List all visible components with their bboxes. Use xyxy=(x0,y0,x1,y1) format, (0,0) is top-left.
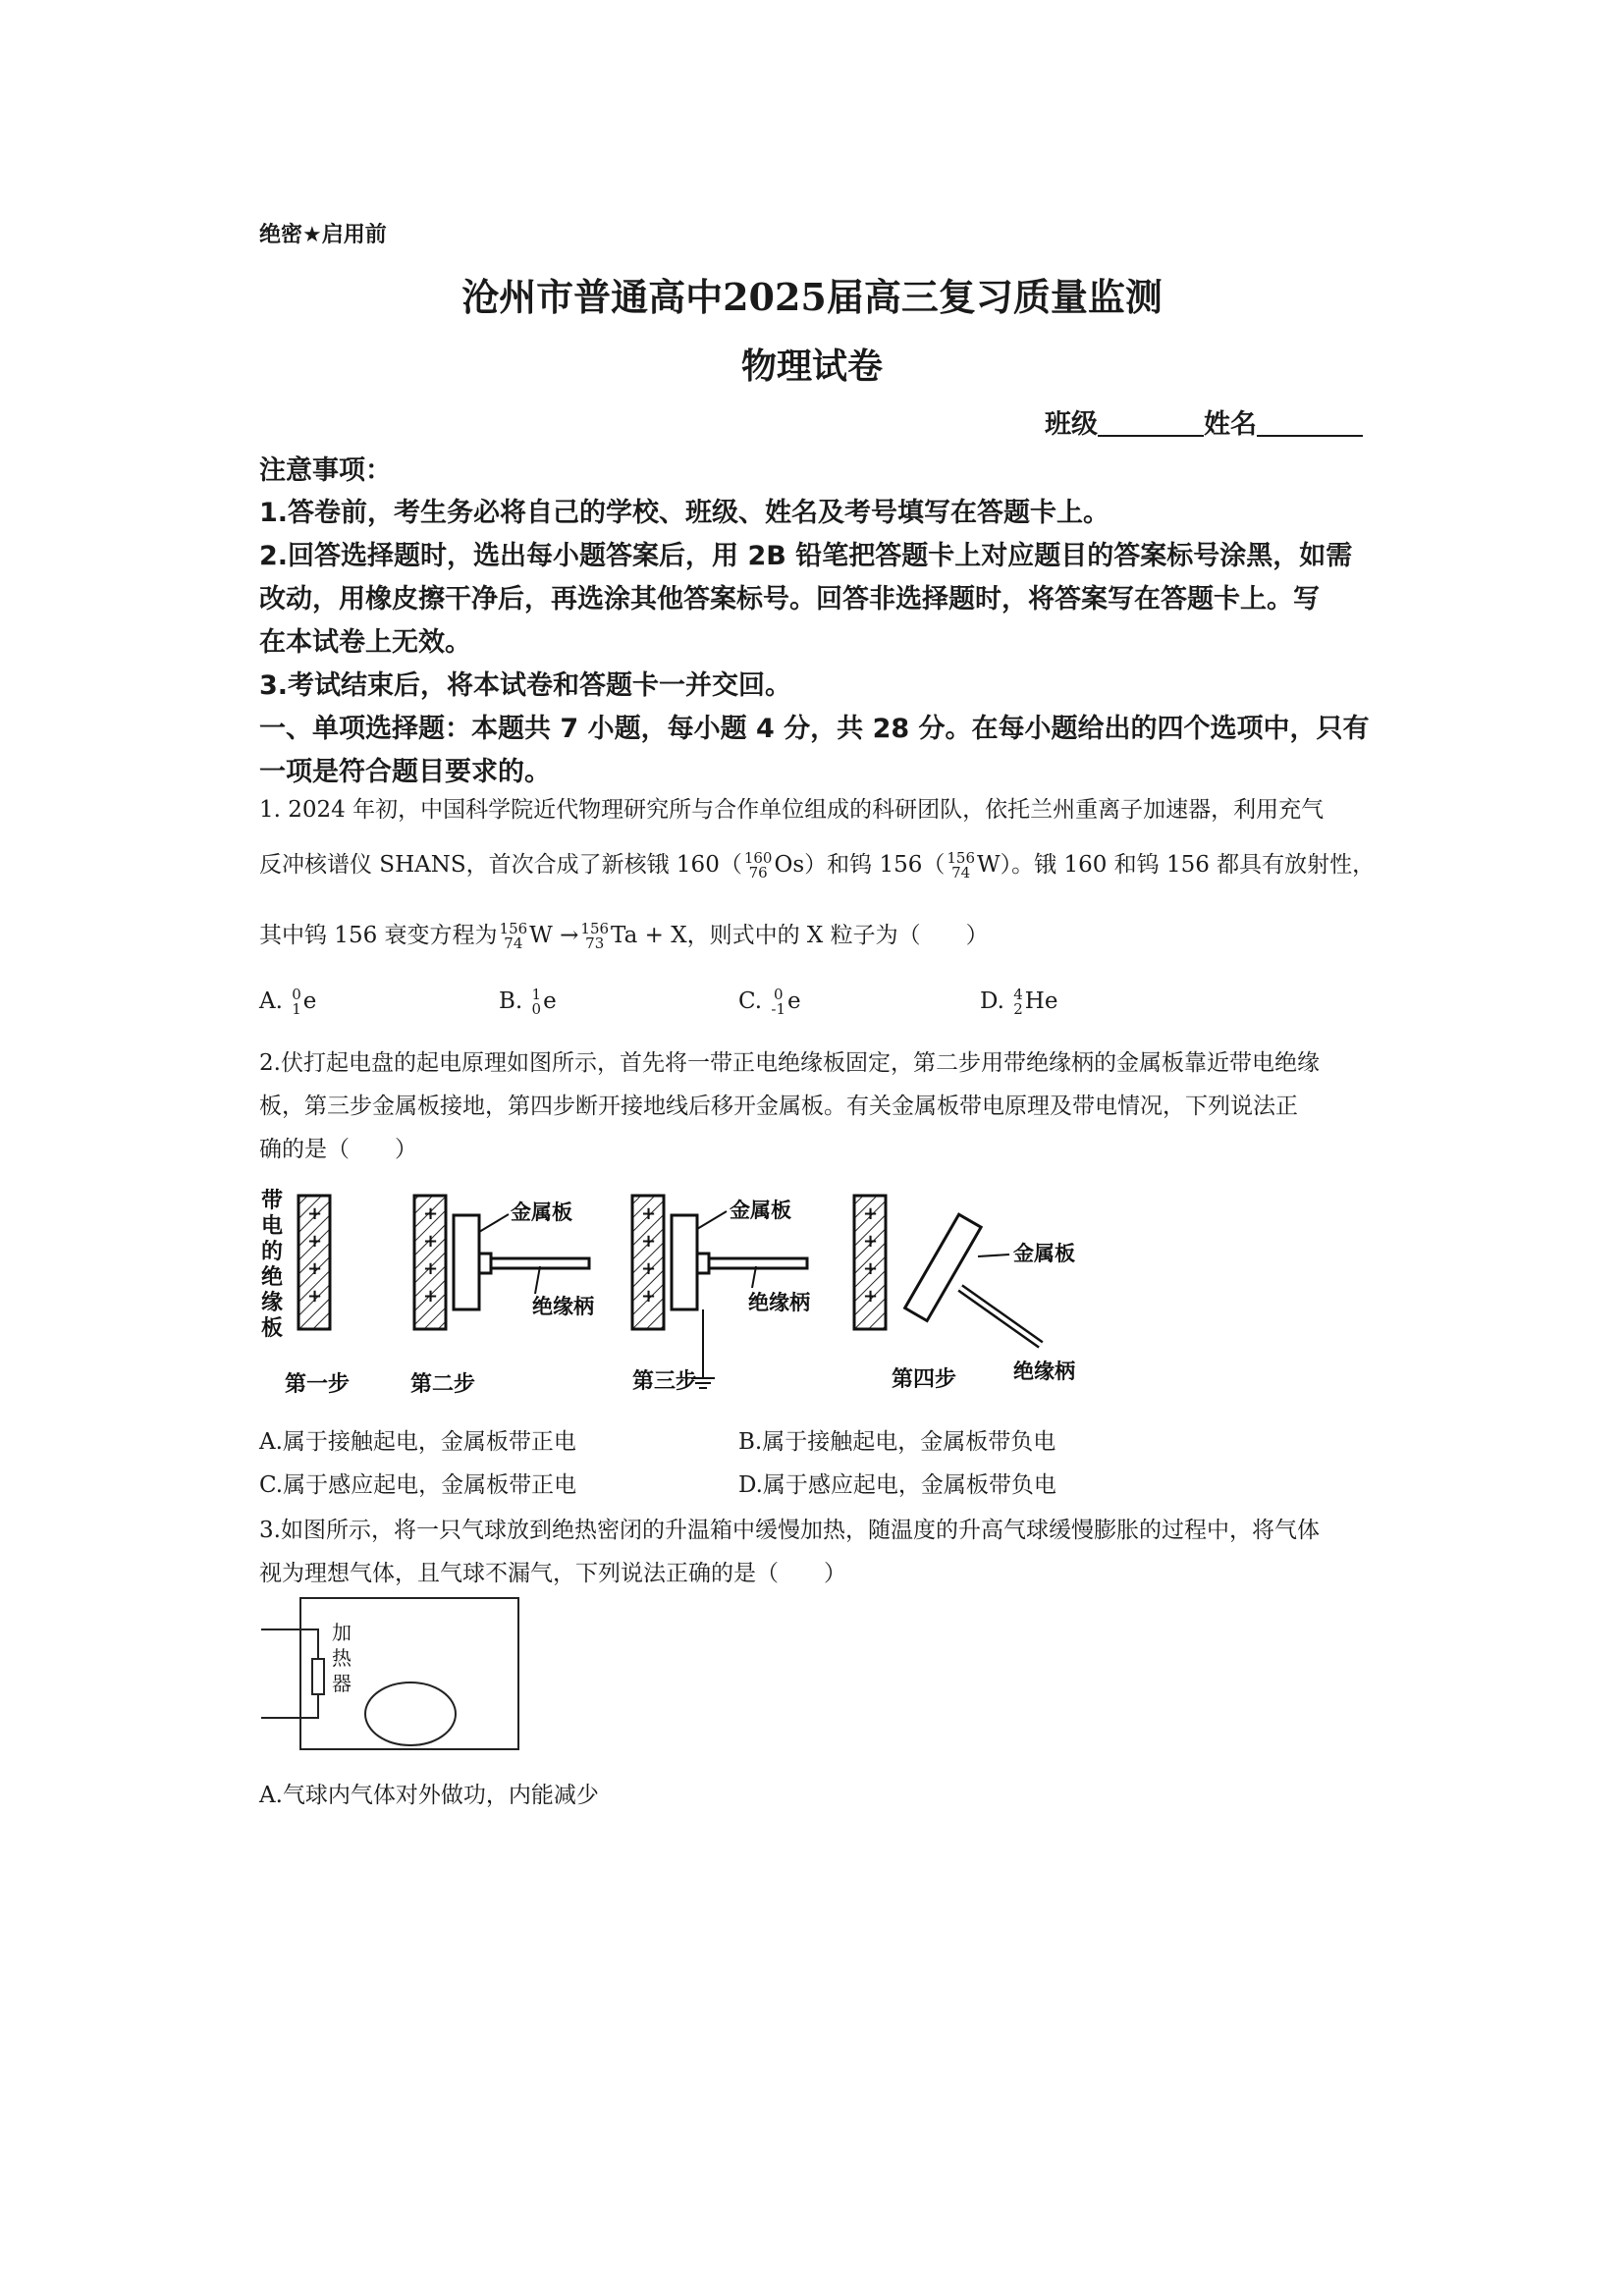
svg-text:+: + xyxy=(641,1286,657,1307)
q3-line-1: 3.如图所示，将一只气球放到绝热密闭的升温箱中缓慢加热，随温度的升高气球缓慢膨胀的过程中，将气体 xyxy=(259,1518,1320,1543)
svg-text:+: + xyxy=(863,1258,879,1279)
heater-resistor xyxy=(312,1659,324,1694)
step-1-label: 第一步 xyxy=(285,1372,351,1397)
confidential-mark: 绝密★启用前 xyxy=(259,223,387,247)
handle-label: 绝缘柄 xyxy=(1013,1360,1075,1383)
class-blank[interactable] xyxy=(1098,409,1204,437)
note-item-3: 3.考试结束后，将本试卷和答题卡一并交回。 xyxy=(259,670,792,701)
metal-plate-label: 金属板 xyxy=(1013,1242,1075,1265)
fig-label-char: 板 xyxy=(261,1316,284,1341)
q1-line-3: 其中钨 156 衰变方程为 156 74 W → 156 73 Ta + X，则式中的 X 粒子为（ ） xyxy=(259,920,989,952)
charged-plate-step-2 xyxy=(414,1196,446,1329)
svg-text:+: + xyxy=(307,1231,323,1252)
ta-nuclide-numbers: 156 73 xyxy=(580,920,610,952)
heater-label-char: 热 xyxy=(332,1646,352,1670)
q1-option-a[interactable]: A. 0 1 e xyxy=(259,986,317,1018)
q2-line-3: 确的是（ ） xyxy=(259,1137,417,1162)
step-4-label: 第四步 xyxy=(892,1367,957,1392)
q3-option-a[interactable]: A.气球内气体对外做功，内能减少 xyxy=(259,1783,599,1808)
heater-label-char: 加 xyxy=(332,1621,352,1644)
note-item-2-line-1: 2.回答选择题时，选出每小题答案后，用 2B 铅笔把答题卡上对应题目的答案标号涂黑，如需 xyxy=(259,541,1353,571)
fig-label-char: 带 xyxy=(261,1189,284,1213)
svg-text:+: + xyxy=(423,1231,439,1252)
fig-label-char: 绝 xyxy=(261,1265,284,1290)
charged-plate-step-3 xyxy=(632,1196,664,1329)
metal-plate-step-2 xyxy=(454,1215,479,1309)
svg-text:+: + xyxy=(423,1258,439,1279)
step-2-label: 第二步 xyxy=(410,1372,476,1397)
name-blank[interactable] xyxy=(1257,409,1363,437)
exam-title: 沧州市普通高中2025届高三复习质量监测 xyxy=(461,275,1163,319)
metal-plate-step-3 xyxy=(672,1215,697,1309)
exam-subtitle: 物理试卷 xyxy=(740,346,883,387)
handle-label: 绝缘柄 xyxy=(748,1291,810,1314)
q2-option-a[interactable]: A.属于接触起电，金属板带正电 xyxy=(259,1429,576,1455)
fig-label-char: 缘 xyxy=(261,1291,284,1315)
q2-line-2: 板，第三步金属板接地，第四步断开接地线后移开金属板。有关金属板带电原理及带电情况，下列说法正 xyxy=(259,1094,1298,1119)
insulating-handle-step-3 xyxy=(709,1258,807,1268)
charged-plate-step-4 xyxy=(854,1196,886,1329)
electrophorus-figure xyxy=(255,1178,1110,1404)
svg-text:+: + xyxy=(641,1231,657,1252)
q1-line-2: 反冲核谱仪 SHANS，首次合成了新核锇 160（ 160 76 Os）和钨 156（ 156 74 W）。锇 160 和钨 156 都具有放射性， xyxy=(259,849,1376,881)
name-label: 姓名 xyxy=(1204,409,1257,440)
svg-text:+: + xyxy=(863,1231,879,1252)
svg-text:+: + xyxy=(423,1203,439,1224)
metal-plate-label: 金属板 xyxy=(730,1199,791,1222)
metal-plate-label: 金属板 xyxy=(511,1201,572,1224)
svg-text:+: + xyxy=(307,1258,323,1279)
heater-label-char: 器 xyxy=(332,1672,352,1695)
q1-line-1: 1. 2024 年初，中国科学院近代物理研究所与合作单位组成的科研团队，依托兰州重离子加速器，利用充气 xyxy=(259,797,1325,823)
fig-label-char: 电 xyxy=(261,1214,284,1239)
svg-text:+: + xyxy=(641,1203,657,1224)
q1-option-b[interactable]: B. 1 0 e xyxy=(499,986,557,1018)
notes-heading: 注意事项： xyxy=(259,455,392,486)
q2-option-b[interactable]: B.属于接触起电，金属板带负电 xyxy=(738,1429,1056,1455)
svg-text:+: + xyxy=(423,1286,439,1307)
class-label: 班级 xyxy=(1045,409,1098,440)
section-1-line-1: 一、单项选择题：本题共 7 小题，每小题 4 分，共 28 分。在每小题给出的四个选项中，只有 xyxy=(259,714,1370,744)
q1-option-c[interactable]: C. 0 -1 e xyxy=(738,986,801,1018)
q1-option-d[interactable]: D. 4 2 He xyxy=(980,986,1058,1018)
svg-text:+: + xyxy=(863,1286,879,1307)
handle-label: 绝缘柄 xyxy=(532,1295,594,1318)
w-nuclide-numbers: 156 74 xyxy=(499,920,528,952)
charged-plate-step-1 xyxy=(298,1196,330,1329)
fig-label-char: 的 xyxy=(261,1240,284,1264)
svg-text:+: + xyxy=(307,1203,323,1224)
q2-option-d[interactable]: D.属于感应起电，金属板带负电 xyxy=(738,1472,1056,1498)
q2-line-1: 2.伏打起电盘的起电原理如图所示，首先将一带正电绝缘板固定，第二步用带绝缘柄的金属板靠近带电绝缘 xyxy=(259,1050,1320,1076)
balloon xyxy=(365,1682,456,1745)
heating-box-figure xyxy=(257,1594,522,1753)
svg-text:+: + xyxy=(641,1258,657,1279)
svg-text:+: + xyxy=(307,1286,323,1307)
metal-plate-step-4 xyxy=(905,1214,982,1320)
w-nuclide-numbers: 156 74 xyxy=(947,849,975,881)
q3-line-2: 视为理想气体，且气球不漏气，下列说法正确的是（ ） xyxy=(259,1561,846,1586)
section-1-line-2: 一项是符合题目要求的。 xyxy=(259,757,551,787)
os-nuclide-numbers: 160 76 xyxy=(743,849,773,881)
svg-text:+: + xyxy=(863,1203,879,1224)
step-3-label: 第三步 xyxy=(632,1369,698,1394)
student-info-row xyxy=(1045,402,1363,441)
note-item-2-line-3: 在本试卷上无效。 xyxy=(259,627,471,658)
note-item-2-line-2: 改动，用橡皮擦干净后，再选涂其他答案标号。回答非选择题时，将答案写在答题卡上。写 xyxy=(259,584,1320,614)
q2-option-c[interactable]: C.属于感应起电，金属板带正电 xyxy=(259,1472,577,1498)
note-item-1: 1.答卷前，考生务必将自己的学校、班级、姓名及考号填写在答题卡上。 xyxy=(259,498,1110,528)
